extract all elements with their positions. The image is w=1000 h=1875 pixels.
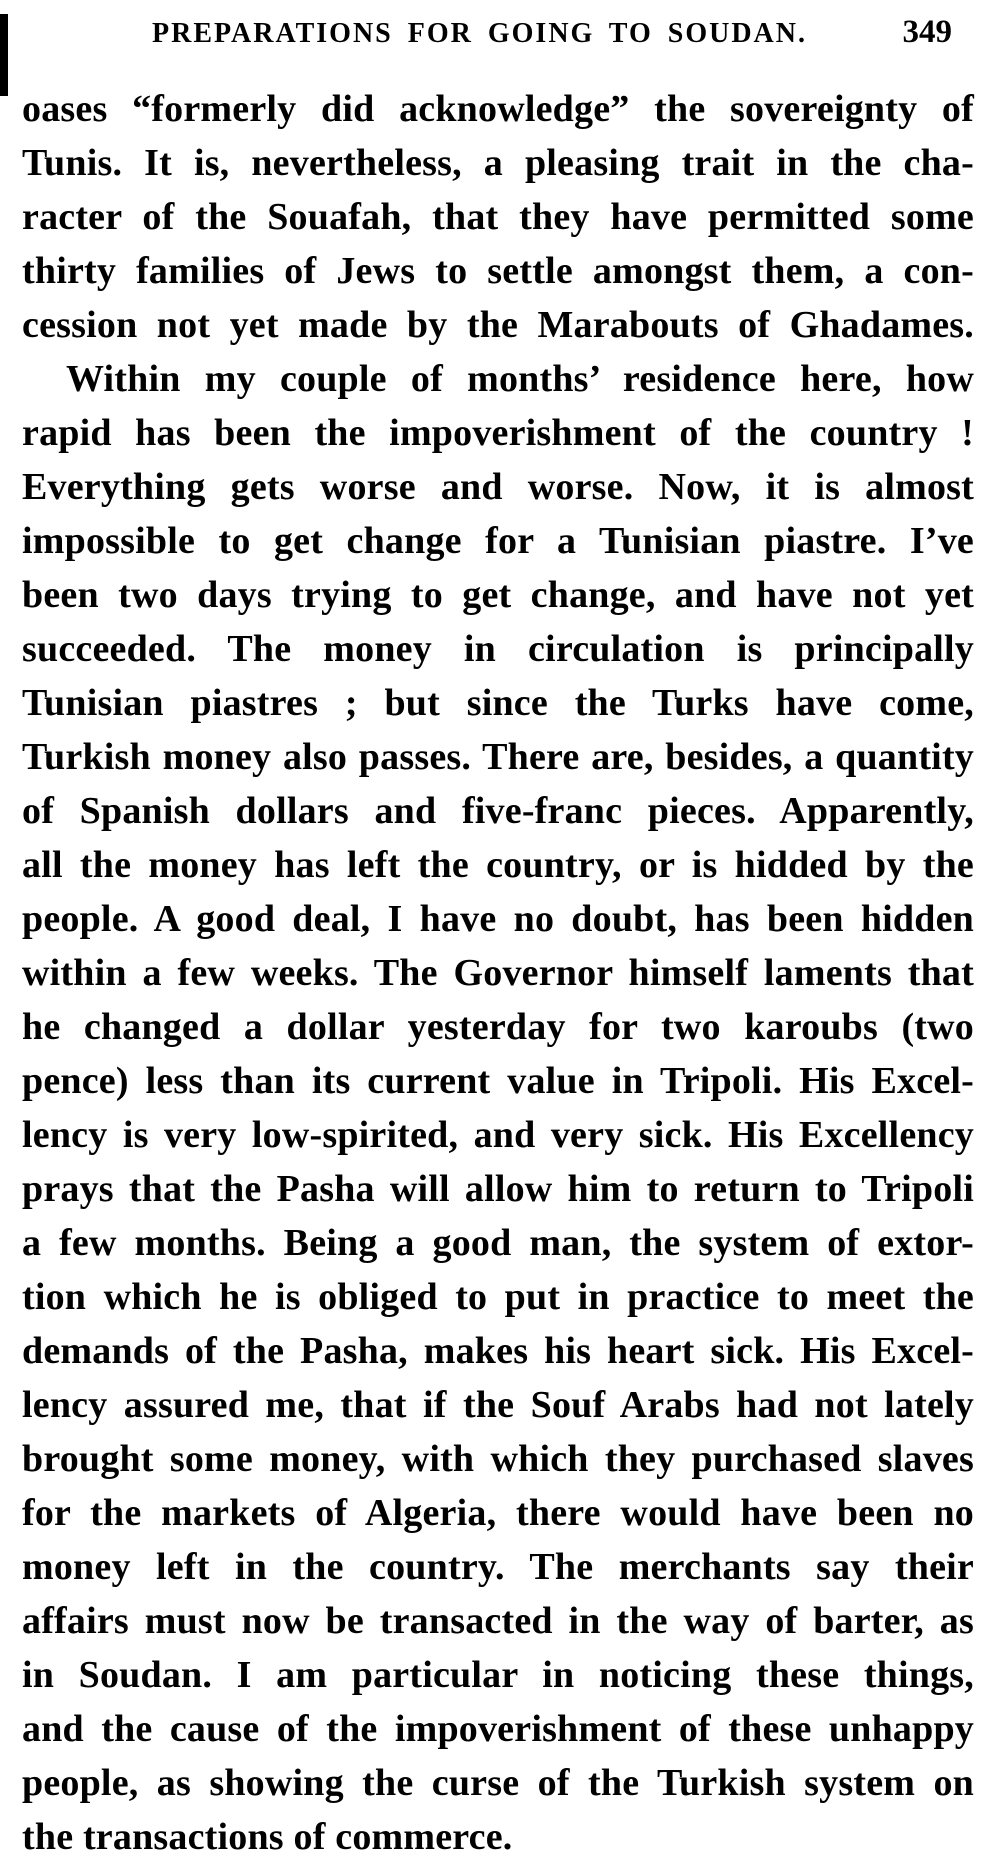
text-line: been two days trying to get change, and have not yet: [22, 574, 974, 616]
text-line: tion which he is obliged to put in practice to meet the: [22, 1276, 974, 1318]
text-line: Turkish money also passes. There are, besides, a quantity: [22, 736, 974, 778]
running-title: PREPARATIONS FOR GOING TO SOUDAN.: [152, 18, 807, 49]
text-line: Within my couple of months’ residence here, how: [66, 358, 974, 400]
text-line: lency assured me, that if the Souf Arabs had not lately: [22, 1384, 974, 1426]
body-text: [22, 82, 974, 1864]
text-line: lency is very low-spirited, and very sick. His Excellency: [22, 1114, 974, 1156]
text-line: people, as showing the curse of the Turkish system on: [22, 1762, 974, 1804]
text-line: the transactions of commerce.: [22, 1816, 513, 1858]
text-line: affairs must now be transacted in the way of barter, as: [22, 1600, 974, 1642]
text-line: a few months. Being a good man, the system of extor-: [22, 1222, 974, 1264]
text-line: brought some money, with which they purchased slaves: [22, 1438, 974, 1480]
text-line: all the money has left the country, or is hidded by the: [22, 844, 974, 886]
text-line: in Soudan. I am particular in noticing these things,: [22, 1654, 974, 1696]
page-number: 349: [902, 14, 952, 50]
text-lines: [22, 82, 974, 1864]
page-header: [0, 14, 1000, 54]
text-line: of Spanish dollars and five-franc pieces. Apparently,: [22, 790, 974, 832]
text-line: demands of the Pasha, makes his heart sick. His Excel-: [22, 1330, 974, 1372]
text-line: within a few weeks. The Governor himself laments that: [22, 952, 974, 994]
text-line: people. A good deal, I have no doubt, has been hidden: [22, 898, 974, 940]
text-line: prays that the Pasha will allow him to return to Tripoli: [22, 1168, 974, 1210]
text-line: impossible to get change for a Tunisian piastre. I’ve: [22, 520, 974, 562]
text-line: he changed a dollar yesterday for two karoubs (two: [22, 1006, 974, 1048]
text-line: cession not yet made by the Marabouts of Ghadames.: [22, 304, 974, 346]
text-line: money left in the country. The merchants say their: [22, 1546, 974, 1588]
text-line: thirty families of Jews to settle amongst them, a con-: [22, 250, 974, 292]
text-line: rapid has been the impoverishment of the country !: [22, 412, 974, 454]
text-line: pence) less than its current value in Tripoli. His Excel-: [22, 1060, 974, 1102]
text-line: Tunis. It is, nevertheless, a pleasing trait in the cha-: [22, 142, 974, 184]
text-line: for the markets of Algeria, there would have been no: [22, 1492, 974, 1534]
text-line: racter of the Souafah, that they have permitted some: [22, 196, 974, 238]
text-line: succeeded. The money in circulation is principally: [22, 628, 974, 670]
text-line: oases “formerly did acknowledge” the sovereignty of: [22, 88, 974, 130]
text-line: Everything gets worse and worse. Now, it is almost: [22, 466, 974, 508]
text-line: Tunisian piastres ; but since the Turks have come,: [22, 682, 974, 724]
text-line: and the cause of the impoverishment of these unhappy: [22, 1708, 974, 1750]
